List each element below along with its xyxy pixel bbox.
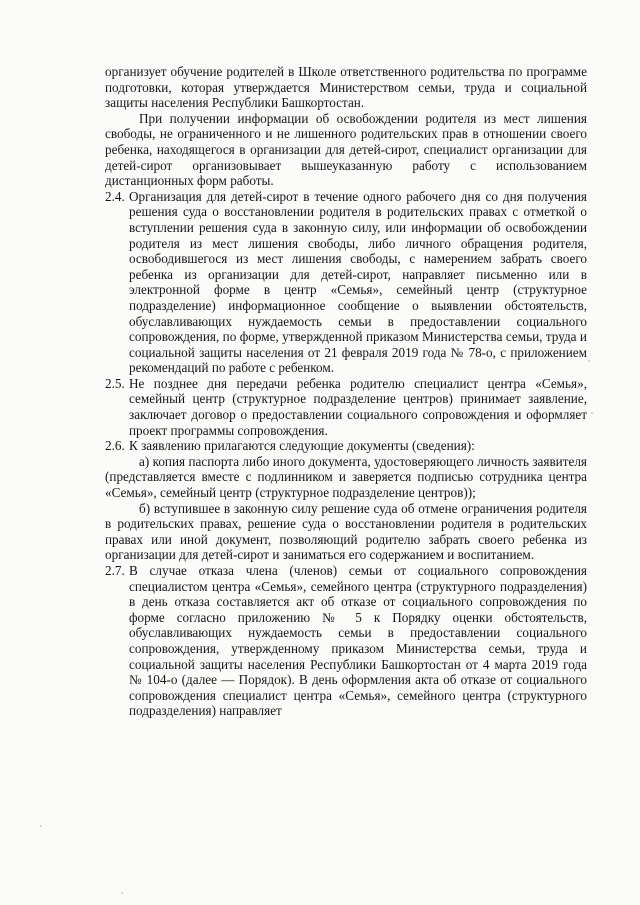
clause-text: К заявлению прилагаются следующие документы (сведения): <box>129 438 475 454</box>
clause-2-7 <box>105 563 587 719</box>
list-item-text: а) копия паспорта либо иного документа, удостоверяющего личность заявителя (представляется вместе с подлинником и заверяется подписью сотрудника центра «Семья», семейный центр (структурное подразделение центров)); <box>105 453 587 501</box>
document-body <box>105 64 587 719</box>
clause-text: Организация для детей-сирот в течение одного рабочего дня со дня получения решения суда о восстановлении родителя в родительских правах с отметкой о вступлении решения суда в законную силу, или информации об освобождении родителя из мест лишения свободы, либо личного обращения родителя, освободившегося из мест лишения свободы, с намерением забрать своего ребенка из организации для детей-сирот, направляет письменно или в электронной форме в центр «Семья», семейный центр (структурное подразделение) информационное сообщение о выявлении обстоятельств, обуславливающих нуждаемость семьи в предоставлении социального сопровождения, по форме, утвержденной приказом Министерства семьи, труда и социальной защиты населения от 21 февраля 2019 года № 78-о, с приложением рекомендаций по работе с ребенком. <box>129 188 587 376</box>
clause-number: 2.6. <box>105 438 125 454</box>
paragraph-text: При получении информации об освобождении родителя из мест лишения свободы, не ограниченного и не лишенного родительских прав в отношении своего ребенка, находящегося в организации для детей-сирот, специалист организации для детей-сирот организовывает вышеуказанную работу с использованием дистанционных форм работы. <box>105 110 587 189</box>
paragraph-release-notice <box>105 111 587 189</box>
clause-text: Не позднее дня передачи ребенка родителю специалист центра «Семья», семейный центр (структурное подразделение центров) принимает заявление, заключает договор о предоставлении социального сопровождения и оформляет проект программы сопровождения. <box>129 375 587 438</box>
clause-text: В случае отказа члена (членов) семьи от социального сопровождения специалистом центра «Семья», семейного центра (структурного подразделения) в день отказа составляется акт об отказе от социального сопровождения по форме согласно приложению № 5 к Порядку оценки обстоятельств, обуславливающих нуждаемость семьи в предоставлении социального сопровождения, утвержденному приказом Министерства семьи, труда и социальной защиты населения Республики Башкортостан от 4 марта 2019 года № 104-о (далее — Порядок). В день оформления акта об отказе от социального сопровождения специалист центра «Семья», семейного центра (структурного подразделения) направляет <box>129 563 587 719</box>
scan-speck <box>121 892 123 894</box>
list-item-text: б) вступившее в законную силу решение суда об отмене ограничения родителя в родительских правах, решение суда о восстановлении родителя в родительских правах или иной документ, позволяющий родителю забрать своего ребенка из организации для детей-сирот и заниматься его содержанием и воспитанием. <box>105 500 587 563</box>
list-item-a <box>105 454 587 501</box>
clause-2-5 <box>105 376 587 438</box>
scan-speck <box>40 825 42 827</box>
clause-number: 2.5. <box>105 375 125 391</box>
scan-speck <box>588 360 590 362</box>
paragraph-text: организует обучение родителей в Школе ответственного родительства по программе подготовки, которая утверждается Министерством семьи, труда и социальной защиты населения Республики Башкортостан. <box>105 64 587 111</box>
clause-2-4 <box>105 189 587 376</box>
clause-number: 2.4. <box>105 188 125 204</box>
list-item-b <box>105 501 587 563</box>
clause-2-6 <box>105 438 587 454</box>
clause-number: 2.7. <box>105 563 125 578</box>
paragraph-continuation <box>105 64 587 111</box>
scan-speck <box>591 412 593 414</box>
